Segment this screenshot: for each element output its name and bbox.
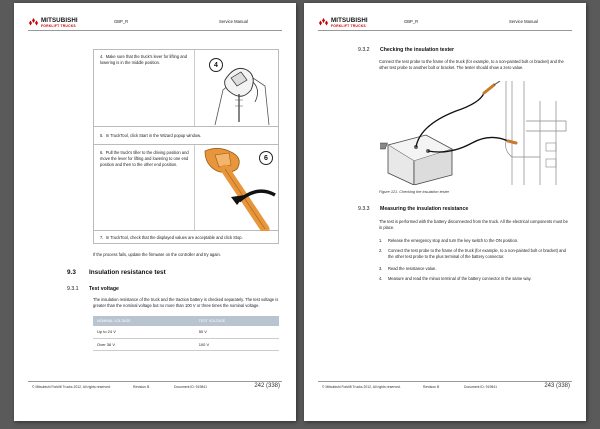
page-footer — [28, 381, 282, 393]
step-number: 5. — [100, 133, 104, 138]
section-title: Insulation resistance test — [89, 269, 166, 276]
step-text: In TruckTool, click Start in the Wizard popup window. — [105, 133, 202, 138]
brand-logo — [28, 17, 88, 29]
step-text: Pull the truck's tiller to the driving position and move the lever for lifting and lowering to one end position and then to the other end position. — [100, 150, 189, 167]
mitsubishi-diamonds-icon — [318, 18, 329, 28]
brand-logo — [318, 17, 378, 29]
mitsubishi-diamonds-icon — [28, 18, 39, 28]
doc-title: Service Manual — [219, 19, 248, 24]
brand-sub: FORKLIFT TRUCKS — [41, 23, 76, 28]
subsection-heading — [67, 286, 119, 292]
table-cell: Up to 24 V — [93, 326, 195, 338]
step-number: 6. — [100, 150, 104, 155]
section-heading — [67, 269, 166, 276]
subsection-heading — [358, 206, 468, 212]
step-text: In TruckTool, check that the displayed values are acceptable and click Stop. — [105, 235, 243, 240]
step-number: 1. — [379, 238, 383, 243]
step-row — [94, 50, 278, 127]
step-row — [94, 145, 278, 231]
footer-copyright: © Mitsubishi Forklift Trucks 2012, All rights reserved. — [322, 385, 401, 389]
doc-title: Service Manual — [509, 19, 538, 24]
page-footer — [318, 381, 572, 393]
doc-code: GBP_R — [114, 19, 129, 24]
note-text: If the process fails, update the firmware on the controller and try again. — [93, 252, 221, 257]
voltage-table — [93, 316, 279, 351]
insulation-tester-illustration — [380, 81, 570, 185]
step-row — [94, 231, 278, 245]
step-text: Release the emergency stop and turn the key switch to the ON position. — [388, 238, 519, 243]
step-number: 3. — [379, 266, 383, 271]
section-number: 9.3 — [67, 269, 76, 276]
subsection-title: Test voltage — [89, 286, 119, 292]
brand-name: MITSUBISHI — [41, 17, 78, 24]
subsection-number: 9.3.1 — [67, 286, 79, 292]
brand-sub: FORKLIFT TRUCKS — [331, 23, 366, 28]
table-cell: 50 V — [195, 326, 279, 338]
subsection-heading — [358, 47, 454, 53]
brand-name: MITSUBISHI — [331, 17, 368, 24]
page-number: 242 (338) — [254, 383, 280, 389]
procedure-steps-table — [93, 49, 279, 244]
step-number: 4. — [379, 276, 383, 281]
table-row — [93, 326, 279, 338]
doc-code: GBP_R — [404, 19, 419, 24]
left-page — [14, 3, 296, 421]
table-cell: Over 36 V — [93, 338, 195, 350]
right-page — [304, 3, 586, 421]
step-number: 2. — [379, 248, 383, 253]
page-header — [28, 17, 282, 31]
table-header-nominal: NOMINAL VOLTAGE — [93, 316, 195, 326]
subsection-number: 9.3.3 — [358, 206, 370, 212]
step-text: Connect the test probe to the frame of the truck (for example, to a non-painted bolt or bracket) and the other test probe to the plus terminal of the battery connector. — [388, 248, 566, 259]
footer-document-id: Document ID: 919841 — [174, 385, 207, 389]
measuring-paragraph: The test is performed with the battery disconnected from the truck. All the electrical components must be in place. — [379, 219, 568, 230]
tiller-driving-illustration — [194, 145, 280, 230]
figure-callout: 6 — [259, 151, 273, 165]
test-voltage-paragraph: The insulation resistance of the truck and the traction battery is checked separately. The test voltage is greater than the nominal voltage but no more than 100 V or three times the nominal voltage. — [93, 297, 279, 308]
step-number: 4. — [100, 54, 104, 59]
footer-revision: Revision B — [423, 385, 440, 389]
step-text: Make sure that the truck's lever for lifting and lowering is in the middle position. — [100, 54, 188, 65]
table-row — [93, 338, 279, 350]
page-header — [318, 17, 572, 31]
step-text: Read the resistance value. — [388, 266, 437, 271]
table-cell: 100 V — [195, 338, 279, 350]
subsection-title: Checking the insulation tester — [380, 47, 455, 53]
tiller-middle-illustration — [194, 50, 280, 126]
figure-callout: 4 — [209, 58, 223, 72]
step-number: 7. — [100, 235, 104, 240]
subsection-number: 9.3.2 — [358, 47, 370, 53]
step-text: Measure and read the minus terminal of the battery connector in the same way. — [388, 276, 532, 281]
tester-paragraph: Connect the test probe to the frame of the truck (for example, to a non-painted bolt or bracket) and the other test probe to another bolt or bracket. The tester should show a zero value. — [379, 59, 564, 70]
figure-caption: Figure 121. Checking the insulation tester — [379, 190, 450, 194]
table-header-test: TEST VOLTAGE — [195, 316, 279, 326]
page-number: 243 (338) — [544, 383, 570, 389]
step-row — [94, 127, 278, 145]
footer-copyright: © Mitsubishi Forklift Trucks 2012, All rights reserved. — [32, 385, 111, 389]
footer-document-id: Document ID: 919841 — [464, 385, 497, 389]
footer-revision: Revision B — [133, 385, 150, 389]
subsection-title: Measuring the insulation resistance — [380, 206, 469, 212]
